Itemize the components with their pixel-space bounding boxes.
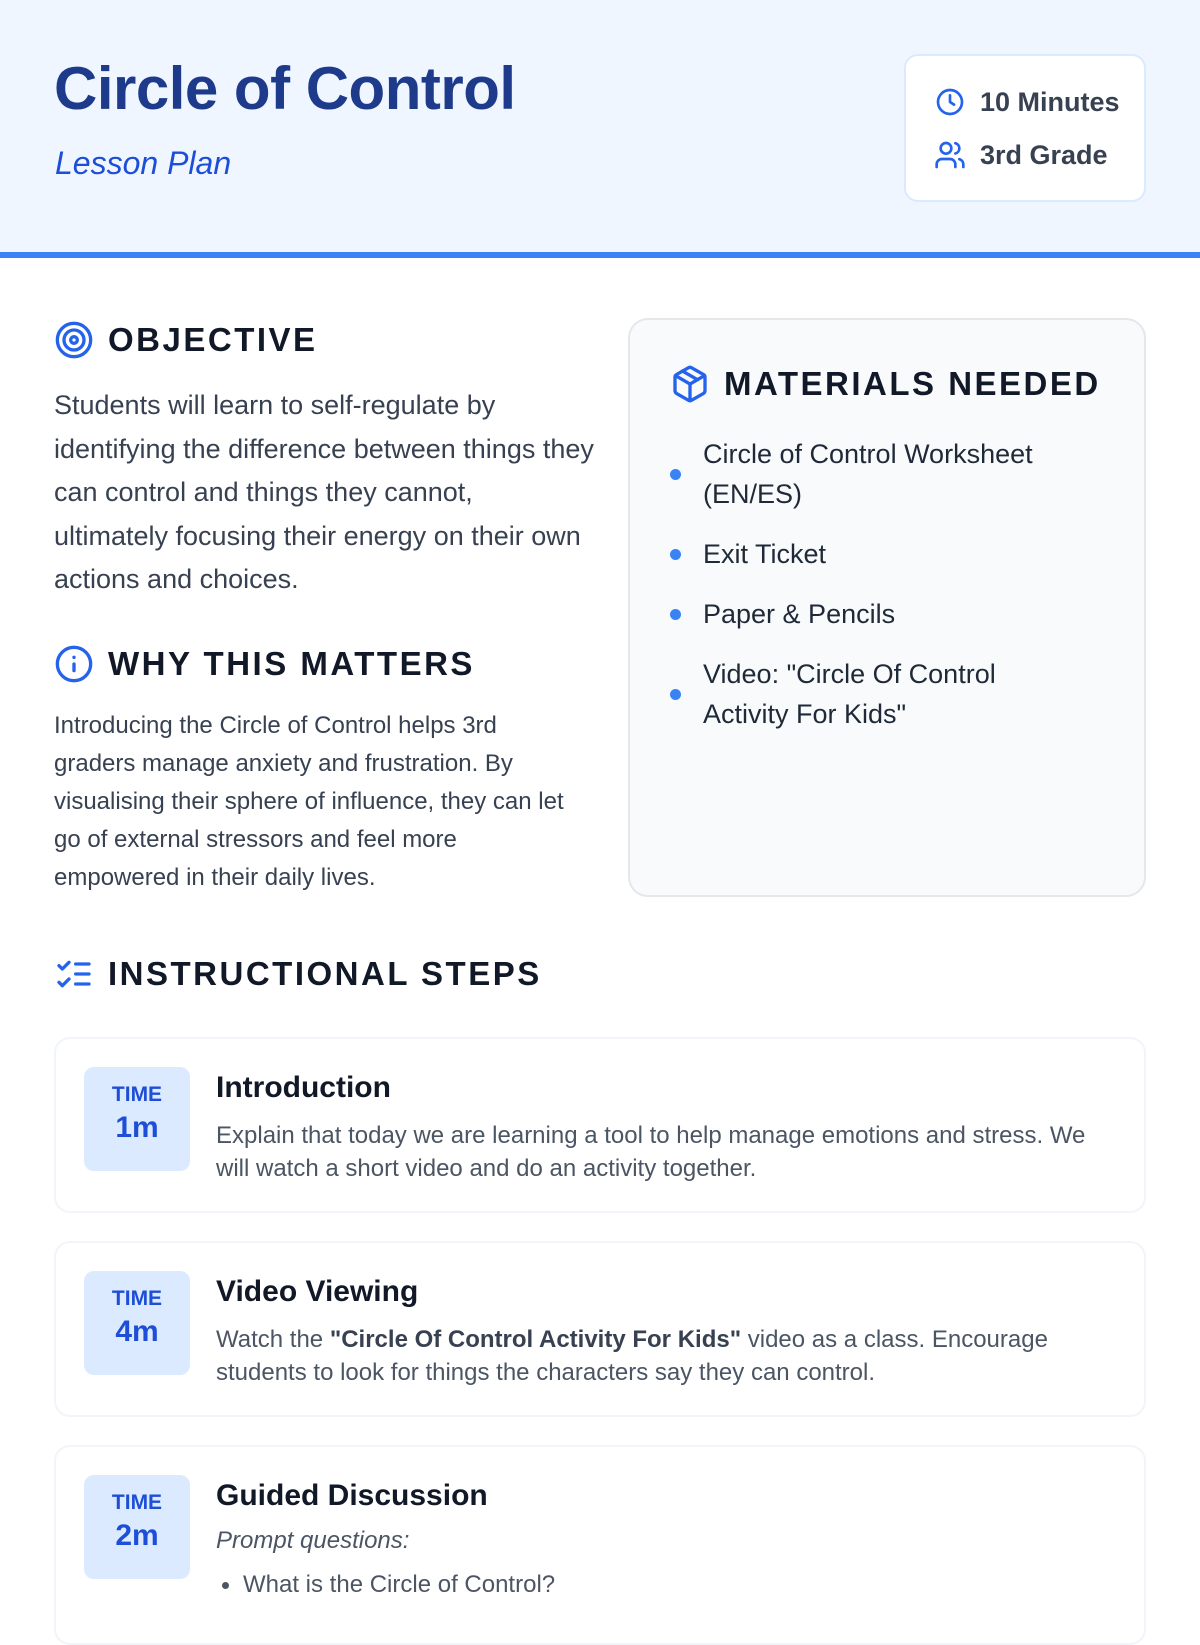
objective-text: Students will learn to self-regulate by identifying the difference between things they can control and things they cannot, ultimately focusing their energy on their own actions and choices.	[54, 390, 594, 594]
duration-text: 10 Minutes	[980, 86, 1120, 117]
material-item	[670, 534, 1110, 574]
material-item	[670, 594, 1110, 634]
lesson-meta-card	[904, 54, 1146, 202]
objective-heading	[54, 320, 318, 360]
materials-card	[628, 318, 1146, 897]
materials-heading	[670, 364, 1101, 404]
material-item-label: Exit Ticket	[703, 539, 827, 569]
step-card-introduction	[54, 1037, 1146, 1213]
info-icon	[54, 644, 94, 684]
step-description: Explain that today we are learning a tool to help manage emotions and stress. We will watch a short video and do an activity together.	[216, 1122, 1086, 1182]
users-icon	[934, 139, 966, 171]
material-item-label: Paper & Pencils	[703, 599, 896, 629]
prompt-list	[216, 1571, 1096, 1599]
why-heading	[54, 644, 475, 684]
list-checks-icon	[54, 954, 94, 994]
prompt-label: Prompt questions:	[216, 1527, 410, 1554]
bullet-dot	[670, 469, 681, 480]
video-title-emphasis: "Circle Of Control Activity For Kids"	[329, 1326, 742, 1353]
target-icon	[54, 320, 94, 360]
step-description	[216, 1323, 1116, 1389]
lesson-header	[0, 0, 1200, 258]
step-title: Guided Discussion	[216, 1479, 488, 1512]
bullet-dot	[670, 609, 681, 620]
time-value: 4m	[115, 1315, 159, 1348]
step-card-video-viewing	[54, 1241, 1146, 1417]
step-description-end: video as a class. Encourage students to look for things the characters say they can control.	[216, 1326, 1048, 1386]
why-text: Introducing the Circle of Control helps 3rd graders manage anxiety and frustration. By visualising their sphere of influence, they can let go of external stressors and feel more empowered in their daily lives.	[54, 712, 564, 891]
material-item	[670, 434, 1110, 514]
bullet-dot	[670, 549, 681, 560]
time-label: TIME	[111, 1083, 163, 1106]
time-value: 2m	[115, 1519, 159, 1552]
step-title: Video Viewing	[216, 1275, 419, 1308]
time-value: 1m	[115, 1111, 159, 1144]
duration-row	[934, 86, 1120, 118]
grade-text: 3rd Grade	[980, 139, 1108, 170]
materials-heading-label: MATERIALS NEEDED	[724, 365, 1101, 402]
clock-icon	[934, 86, 966, 118]
material-item	[670, 654, 1050, 734]
bullet-dot	[670, 689, 681, 700]
time-badge	[84, 1475, 190, 1579]
time-badge	[84, 1067, 190, 1171]
step-card-guided-discussion	[54, 1445, 1146, 1645]
steps-heading-label: INSTRUCTIONAL STEPS	[108, 955, 542, 992]
package-icon	[670, 364, 710, 404]
step-title: Introduction	[216, 1071, 391, 1104]
time-label: TIME	[111, 1287, 163, 1310]
step-description-start: Watch the	[216, 1326, 330, 1353]
bullet-dot	[222, 1582, 229, 1589]
why-heading-label: WHY THIS MATTERS	[108, 645, 475, 682]
material-item-label: Video: "Circle Of Control Activity For Kids"	[703, 659, 996, 729]
objective-heading-label: OBJECTIVE	[108, 321, 318, 358]
prompt-item	[216, 1571, 1096, 1599]
material-item-label: Circle of Control Worksheet (EN/ES)	[703, 439, 1033, 509]
time-badge	[84, 1271, 190, 1375]
page-title: Circle of Control	[54, 55, 516, 122]
time-label: TIME	[111, 1491, 163, 1514]
page-subtitle: Lesson Plan	[55, 145, 232, 181]
grade-row	[934, 139, 1108, 171]
prompt-item-label: What is the Circle of Control?	[243, 1571, 556, 1598]
steps-heading	[54, 954, 542, 994]
